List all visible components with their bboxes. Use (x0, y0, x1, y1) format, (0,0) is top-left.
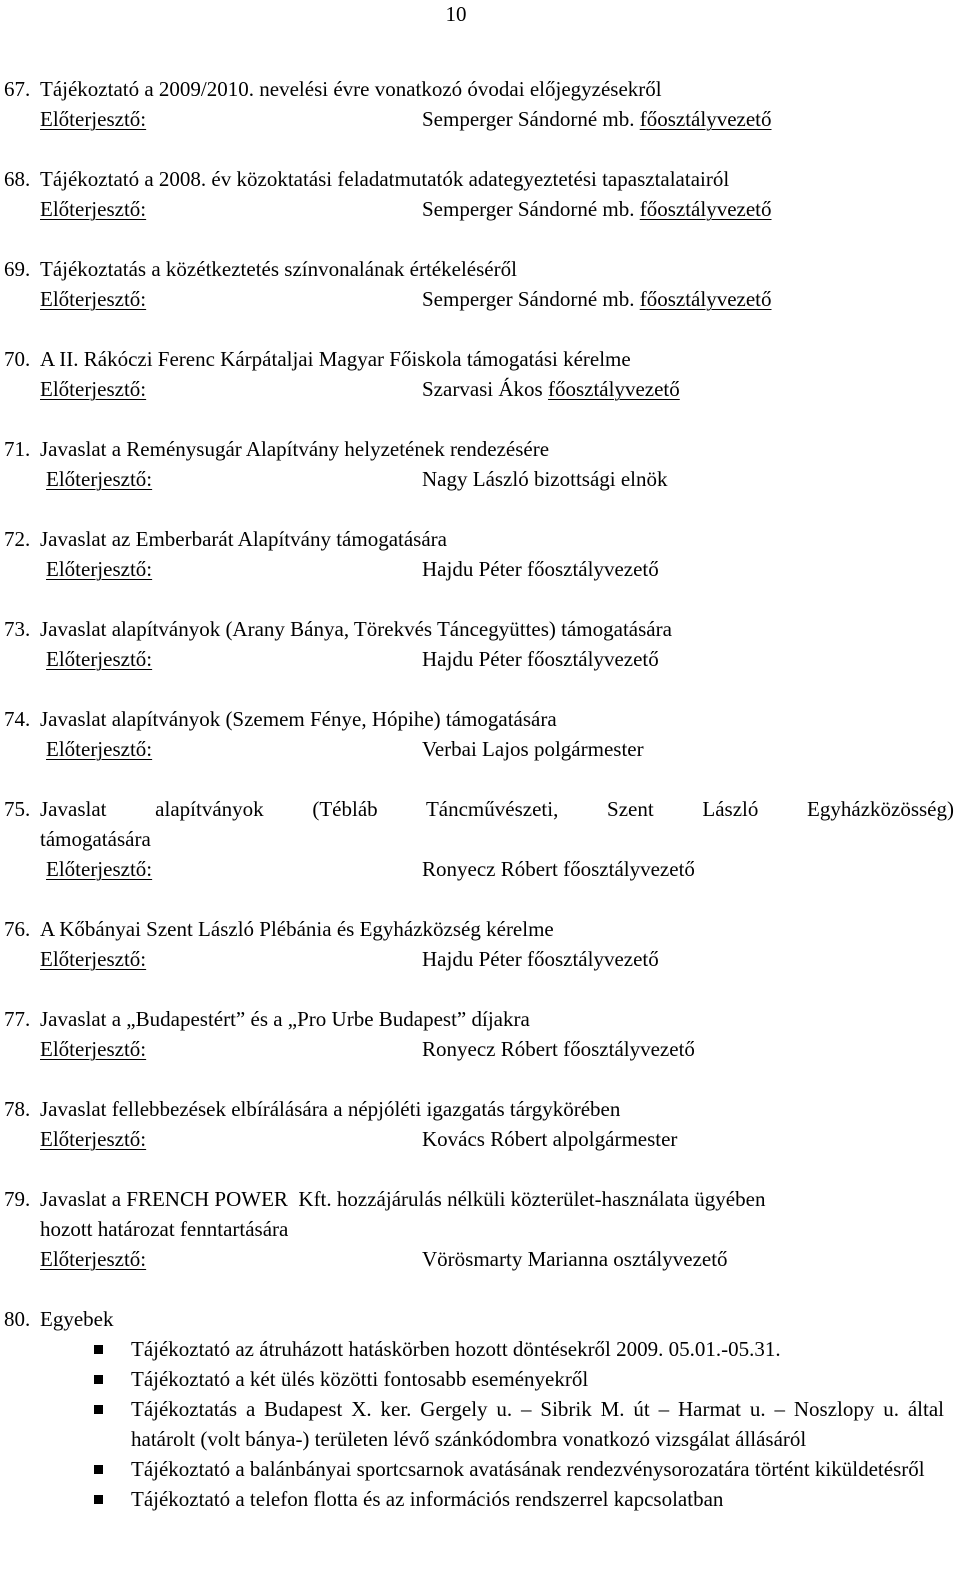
presenter-name: Nagy László bizottsági elnök (422, 467, 668, 491)
presenter-label: Előterjesztő: (40, 287, 147, 311)
item-title: A II. Rákóczi Ferenc Kárpátaljai Magyar Főiskola támogatási kérelme (40, 347, 631, 371)
item-number: 67. (4, 77, 31, 101)
square-bullet-icon (94, 1375, 103, 1384)
presenter-name: Hajdu Péter főosztályvezető (422, 557, 659, 581)
presenter-name: Kovács Róbert alpolgármester (422, 1127, 678, 1151)
agenda-item-70 (0, 344, 960, 404)
presenter-label: Előterjesztő: (46, 467, 153, 491)
other-bullet-list (0, 1334, 960, 1514)
agenda-item-76 (0, 914, 960, 974)
presenter-label: Előterjesztő: (46, 647, 153, 671)
agenda-item-80 (0, 1304, 960, 1514)
presenter-role: főosztályvezető (639, 107, 772, 131)
presenter-name (422, 374, 680, 404)
presenter-label: Előterjesztő: (40, 197, 147, 221)
square-bullet-icon (94, 1405, 103, 1414)
agenda-item-74 (0, 704, 960, 764)
item-title: Javaslat a Reménysugár Alapítvány helyzetének rendezésére (40, 437, 550, 461)
item-number: 78. (4, 1097, 31, 1121)
item-title: Javaslat fellebbezések elbírálására a népjóléti igazgatás tárgykörében (40, 1097, 621, 1121)
item-title: Egyebek (40, 1307, 114, 1331)
presenter-name-prefix: Semperger Sándorné mb. (422, 107, 635, 131)
agenda-item-69 (0, 254, 960, 314)
item-number: 73. (4, 617, 31, 641)
bullet-text: Tájékoztatás a Budapest X. ker. Gergely u. – Sibrik M. út – Harmat u. – Noszlopy u. által határolt (volt bánya-) területen lévő szánkódombra vonatkozó vizsgálat állásáról (131, 1397, 944, 1451)
bullet-text: Tájékoztató a telefon flotta és az információs rendszerrel kapcsolatban (131, 1487, 724, 1511)
item-title: Tájékoztató a 2008. év közoktatási feladatmutatók adategyeztetési tapasztalatairól (40, 167, 730, 191)
agenda-item-78 (0, 1094, 960, 1154)
presenter-label: Előterjesztő: (40, 947, 147, 971)
square-bullet-icon (94, 1345, 103, 1354)
item-title-continuation: hozott határozat fenntartására (40, 1217, 289, 1241)
agenda-item-72 (0, 524, 960, 584)
item-number: 77. (4, 1007, 31, 1031)
square-bullet-icon (94, 1495, 103, 1504)
item-title: Javaslat a FRENCH POWER Kft. hozzájárulás nélküli közterület-használata ügyében (40, 1187, 766, 1211)
agenda-item-71 (0, 434, 960, 494)
item-number: 74. (4, 707, 31, 731)
bullet-text: Tájékoztató a két ülés közötti fontosabb eseményekről (131, 1367, 589, 1391)
agenda-item-73 (0, 614, 960, 674)
agenda-list (0, 74, 960, 1514)
item-number: 76. (4, 917, 31, 941)
presenter-label: Előterjesztő: (40, 1037, 147, 1061)
item-title: Javaslat a „Budapestért” és a „Pro Urbe Budapest” díjakra (40, 1007, 530, 1031)
item-number: 69. (4, 257, 31, 281)
agenda-item-79 (0, 1184, 960, 1274)
agenda-item-77 (0, 1004, 960, 1064)
list-item (0, 1334, 960, 1364)
agenda-item-75 (0, 794, 960, 884)
item-number: 79. (4, 1187, 31, 1211)
item-number: 68. (4, 167, 31, 191)
presenter-label: Előterjesztő: (40, 377, 147, 401)
presenter-role: főosztályvezető (639, 287, 772, 311)
agenda-item-68 (0, 164, 960, 224)
item-number: 80. (4, 1307, 31, 1331)
presenter-name: Hajdu Péter főosztályvezető (422, 947, 659, 971)
list-item (0, 1454, 960, 1484)
presenter-name: Ronyecz Róbert főosztályvezető (422, 857, 695, 881)
presenter-name: Verbai Lajos polgármester (422, 737, 644, 761)
item-number: 71. (4, 437, 31, 461)
presenter-label: Előterjesztő: (46, 557, 153, 581)
presenter-name: Vörösmarty Marianna osztályvezető (422, 1247, 728, 1271)
item-title: Javaslat alapítványok (Arany Bánya, Törekvés Táncegyüttes) támogatására (40, 617, 672, 641)
item-number: 75. (4, 797, 31, 821)
square-bullet-icon (94, 1465, 103, 1474)
presenter-name-prefix: Semperger Sándorné mb. (422, 197, 635, 221)
bullet-text: Tájékoztató a balánbányai sportcsarnok avatásának rendezvénysorozatára történt kiküldetésről (131, 1457, 925, 1481)
item-number: 70. (4, 347, 31, 371)
list-item (0, 1484, 960, 1514)
page-number: 10 (445, 2, 467, 26)
presenter-label: Előterjesztő: (40, 1247, 147, 1271)
presenter-name: Hajdu Péter főosztályvezető (422, 647, 659, 671)
presenter-label: Előterjesztő: (46, 737, 153, 761)
presenter-name (422, 194, 772, 224)
presenter-label: Előterjesztő: (40, 107, 147, 131)
list-item (0, 1394, 960, 1454)
presenter-role: főosztályvezető (547, 377, 680, 401)
presenter-name (422, 104, 772, 134)
presenter-label: Előterjesztő: (46, 857, 153, 881)
item-title: Tájékoztatás a közétkeztetés színvonalának értékeléséről (40, 257, 517, 281)
item-title: Javaslat alapítványok (Szemem Fénye, Hópihe) támogatására (40, 707, 557, 731)
presenter-name: Ronyecz Róbert főosztályvezető (422, 1037, 695, 1061)
presenter-name-prefix: Semperger Sándorné mb. (422, 287, 635, 311)
item-title: Javaslat alapítványok (Tébláb Táncművészeti, Szent László Egyházközösség) (40, 797, 954, 821)
presenter-name (422, 284, 772, 314)
list-item (0, 1364, 960, 1394)
presenter-label: Előterjesztő: (40, 1127, 147, 1151)
item-title: Javaslat az Emberbarát Alapítvány támogatására (40, 527, 447, 551)
item-title: Tájékoztató a 2009/2010. nevelési évre vonatkozó óvodai előjegyzésekről (40, 77, 662, 101)
item-title-continuation: támogatására (40, 827, 151, 851)
bullet-text: Tájékoztató az átruházott hatáskörben hozott döntésekről 2009. 05.01.-05.31. (131, 1337, 781, 1361)
agenda-item-67 (0, 74, 960, 134)
presenter-role: főosztályvezető (639, 197, 772, 221)
item-number: 72. (4, 527, 31, 551)
item-title: A Kőbányai Szent László Plébánia és Egyházközség kérelme (40, 917, 554, 941)
presenter-name-prefix: Szarvasi Ákos (422, 377, 543, 401)
